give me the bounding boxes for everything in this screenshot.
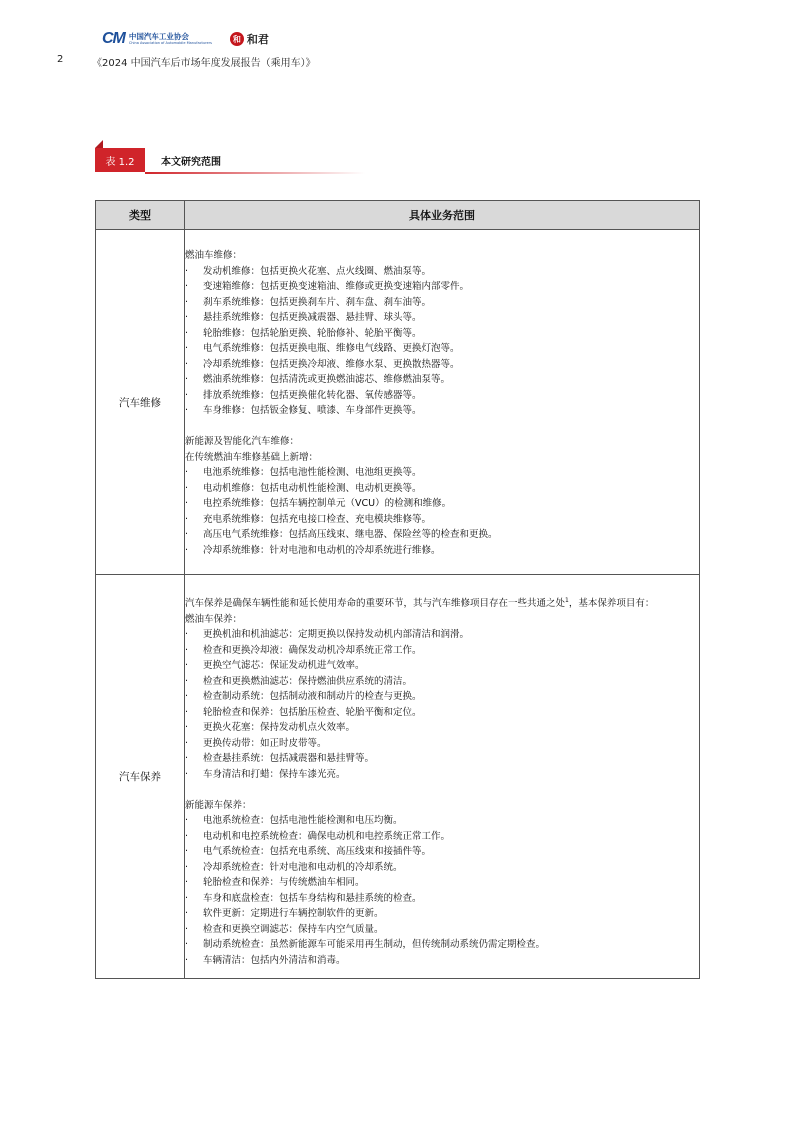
- bullet-icon: ·: [185, 374, 189, 385]
- nev-repair-subheading: 在传统燃油车维修基础上新增：: [185, 451, 319, 463]
- list-item: [185, 891, 699, 907]
- list-item-text: 检查制动系统：包括制动液和制动片的检查与更换。: [203, 691, 422, 703]
- list-item: [185, 372, 699, 388]
- scope-table: [95, 200, 700, 979]
- list-item: [185, 829, 699, 845]
- bullet-icon: ·: [185, 467, 189, 478]
- table-row-repair: [96, 230, 700, 575]
- table-row-maintenance: [96, 575, 700, 979]
- list-item-text: 检查和更换冷却液：确保发动机冷却系统正常工作。: [203, 644, 422, 656]
- list-item: [185, 481, 699, 497]
- table-caption-title: 本文研究范围: [161, 157, 221, 168]
- category-repair: 汽车维修: [96, 230, 185, 575]
- bullet-icon: ·: [185, 722, 189, 734]
- bullet-icon: ·: [185, 954, 189, 966]
- bullet-icon: ·: [185, 389, 189, 401]
- list-item-text: 轮胎维修：包括轮胎更换、轮胎修补、轮胎平衡等。: [203, 327, 422, 339]
- list-item-text: 车身和底盘检查：包括车身结构和悬挂系统的检查。: [203, 892, 422, 904]
- bullet-icon: ·: [185, 815, 189, 827]
- maintenance-intro: [185, 593, 699, 612]
- table-header-row: [96, 201, 700, 230]
- document-title: 《2024 中国汽车后市场年度发展报告（乘用车）》: [92, 58, 316, 69]
- list-item: [185, 403, 699, 419]
- list-item-text: 更换机油和机油滤芯：定期更换以保持发动机内部清洁和润滑。: [203, 629, 470, 641]
- list-item-text: 轮胎检查和保养：包括胎压检查、轮胎平衡和定位。: [203, 706, 422, 718]
- list-item: [185, 705, 699, 721]
- list-item: [185, 643, 699, 659]
- list-item: [185, 310, 699, 326]
- list-item-text: 电气系统检查：包括充电系统、高压线束和接插件等。: [203, 846, 432, 858]
- list-item-text: 电动机维修：包括电动机性能检测、电动机更换等。: [203, 482, 422, 494]
- category-maintenance: 汽车保养: [96, 575, 185, 979]
- list-item-text: 高压电气系统维修：包括高压线束、继电器、保险丝等的检查和更换。: [203, 529, 498, 540]
- list-item: [185, 736, 699, 752]
- list-item: [185, 689, 699, 705]
- caam-logo: [102, 30, 212, 48]
- list-item: [185, 906, 699, 922]
- list-item-text: 电控系统维修：包括车辆控制单元（VCU）的检测和维修。: [203, 498, 452, 509]
- list-item: [185, 264, 699, 280]
- bullet-icon: ·: [185, 513, 189, 525]
- list-item: [185, 813, 699, 829]
- list-item-text: 更换火花塞：保持发动机点火效率。: [203, 722, 356, 734]
- header-scope: 具体业务范围: [185, 201, 700, 230]
- bullet-icon: ·: [185, 675, 189, 687]
- bullet-icon: ·: [185, 861, 189, 873]
- list-item: [185, 844, 699, 860]
- list-item: [185, 922, 699, 938]
- nev-repair-heading: 新能源及智能化汽车维修：: [185, 436, 300, 447]
- list-item: [185, 465, 699, 481]
- bullet-icon: ·: [185, 737, 189, 749]
- list-item: [185, 357, 699, 373]
- bullet-icon: ·: [185, 265, 189, 277]
- hejun-logo: [230, 31, 269, 47]
- list-item-text: 电池系统检查：包括电池性能检测和电压均衡。: [203, 815, 403, 827]
- maintenance-intro-tail: ，基本保养项目有：: [568, 598, 655, 610]
- bullet-icon: ·: [185, 877, 189, 889]
- list-item: [185, 627, 699, 643]
- bullet-icon: ·: [185, 830, 189, 842]
- list-item-text: 悬挂系统维修：包括更换减震器、悬挂臂、球头等。: [203, 312, 422, 323]
- hejun-logo-icon: 和: [230, 32, 244, 46]
- list-item: [185, 496, 699, 512]
- list-item-text: 软件更新：定期进行车辆控制软件的更新。: [203, 908, 384, 920]
- bullet-icon: ·: [185, 529, 189, 540]
- list-item: [185, 527, 699, 543]
- list-item: [185, 543, 699, 559]
- table-caption: [95, 148, 365, 178]
- list-item-text: 发动机维修：包括更换火花塞、点火线圈、燃油泵等。: [203, 265, 432, 277]
- list-item-text: 制动系统检查：虽然新能源车可能采用再生制动，但传统制动系统仍需定期检查。: [203, 939, 546, 951]
- list-item-text: 充电系统维修：包括充电接口检查、充电模块维修等。: [203, 513, 432, 525]
- table-number-tag: 表 1.2: [95, 148, 145, 172]
- bullet-icon: ·: [185, 405, 189, 416]
- list-item: [185, 953, 699, 969]
- bullet-icon: ·: [185, 939, 189, 951]
- caam-logo-name-en: China Association of Automobile Manufacturers: [128, 41, 212, 45]
- bullet-icon: ·: [185, 482, 189, 494]
- bullet-icon: ·: [185, 358, 189, 370]
- page-number: 2: [57, 54, 64, 65]
- bullet-icon: ·: [185, 691, 189, 703]
- bullet-icon: ·: [185, 296, 189, 308]
- caam-logo-mark: CM: [102, 30, 125, 47]
- page-header: [102, 30, 269, 48]
- bullet-icon: ·: [185, 753, 189, 765]
- list-item-text: 检查悬挂系统：包括减震器和悬挂臂等。: [203, 753, 375, 765]
- bullet-icon: ·: [185, 923, 189, 935]
- list-item: [185, 279, 699, 295]
- bullet-icon: ·: [185, 327, 189, 339]
- bullet-icon: ·: [185, 768, 189, 780]
- bullet-icon: ·: [185, 343, 189, 354]
- list-item: [185, 658, 699, 674]
- list-item: [185, 341, 699, 357]
- fuel-repair-list: [185, 264, 699, 419]
- bullet-icon: ·: [185, 544, 189, 556]
- list-item-text: 检查和更换空调滤芯：保持车内空气质量。: [203, 923, 384, 935]
- scope-repair: [185, 230, 700, 575]
- caption-underline: [145, 172, 365, 174]
- bullet-icon: ·: [185, 281, 189, 292]
- list-item: [185, 512, 699, 528]
- fuel-maintenance-list: [185, 627, 699, 782]
- list-item: [185, 937, 699, 953]
- header-type: 类型: [96, 201, 185, 230]
- list-item-text: 冷却系统检查：针对电池和电动机的冷却系统。: [203, 861, 403, 873]
- list-item: [185, 875, 699, 891]
- fuel-repair-heading: 燃油车维修：: [185, 250, 243, 261]
- list-item: [185, 674, 699, 690]
- list-item: [185, 751, 699, 767]
- list-item-text: 电池系统维修：包括电池性能检测、电池组更换等。: [203, 467, 422, 478]
- bullet-icon: ·: [185, 498, 189, 509]
- list-item-text: 变速箱维修：包括更换变速箱油、维修或更换变速箱内部零件。: [203, 281, 470, 292]
- list-item: [185, 388, 699, 404]
- fuel-maintenance-heading: 燃油车保养：: [185, 613, 243, 625]
- caam-logo-name-cn: 中国汽车工业协会: [128, 32, 189, 41]
- list-item-text: 检查和更换燃油滤芯：保持燃油供应系统的清洁。: [203, 675, 413, 687]
- bullet-icon: ·: [185, 644, 189, 656]
- bullet-icon: ·: [185, 312, 189, 323]
- list-item-text: 刹车系统维修：包括更换刹车片、刹车盘、刹车油等。: [203, 296, 432, 308]
- list-item: [185, 767, 699, 783]
- nev-maintenance-heading: 新能源车保养：: [185, 799, 252, 811]
- footnote-ref: 1: [565, 597, 569, 604]
- list-item-text: 车辆清洁：包括内外清洁和消毒。: [203, 954, 346, 966]
- list-item-text: 冷却系统维修：包括更换冷却液、维修水泵、更换散热器等。: [203, 358, 460, 370]
- list-item: [185, 326, 699, 342]
- list-item-text: 电动机和电控系统检查：确保电动机和电控系统正常工作。: [203, 830, 451, 842]
- bullet-icon: ·: [185, 706, 189, 718]
- list-item-text: 更换空气滤芯：保证发动机进气效率。: [203, 660, 365, 672]
- maintenance-intro-text: 汽车保养是确保车辆性能和延长使用寿命的重要环节，其与汽车维修项目存在一些共通之处: [185, 598, 566, 610]
- list-item-text: 电气系统维修：包括更换电瓶、维修电气线路、更换灯泡等。: [203, 343, 460, 354]
- list-item: [185, 295, 699, 311]
- bullet-icon: ·: [185, 846, 189, 858]
- nev-maintenance-list: [185, 813, 699, 968]
- bullet-icon: ·: [185, 660, 189, 672]
- list-item: [185, 720, 699, 736]
- list-item-text: 排放系统维修：包括更换催化转化器、氧传感器等。: [203, 389, 422, 401]
- list-item-text: 更换传动带：如正时皮带等。: [203, 737, 327, 749]
- list-item-text: 车身维修：包括钣金修复、喷漆、车身部件更换等。: [203, 405, 422, 416]
- list-item-text: 燃油系统维修：包括清洗或更换燃油滤芯、维修燃油泵等。: [203, 374, 451, 385]
- bullet-icon: ·: [185, 908, 189, 920]
- list-item-text: 冷却系统维修：针对电池和电动机的冷却系统进行维修。: [203, 544, 441, 556]
- list-item-text: 车身清洁和打蜡：保持车漆光亮。: [203, 768, 346, 780]
- bullet-icon: ·: [185, 892, 189, 904]
- nev-repair-list: [185, 465, 699, 558]
- hejun-logo-text: 和君: [246, 33, 269, 46]
- scope-maintenance: [185, 575, 700, 979]
- bullet-icon: ·: [185, 629, 189, 641]
- list-item: [185, 860, 699, 876]
- list-item-text: 轮胎检查和保养：与传统燃油车相同。: [203, 877, 365, 889]
